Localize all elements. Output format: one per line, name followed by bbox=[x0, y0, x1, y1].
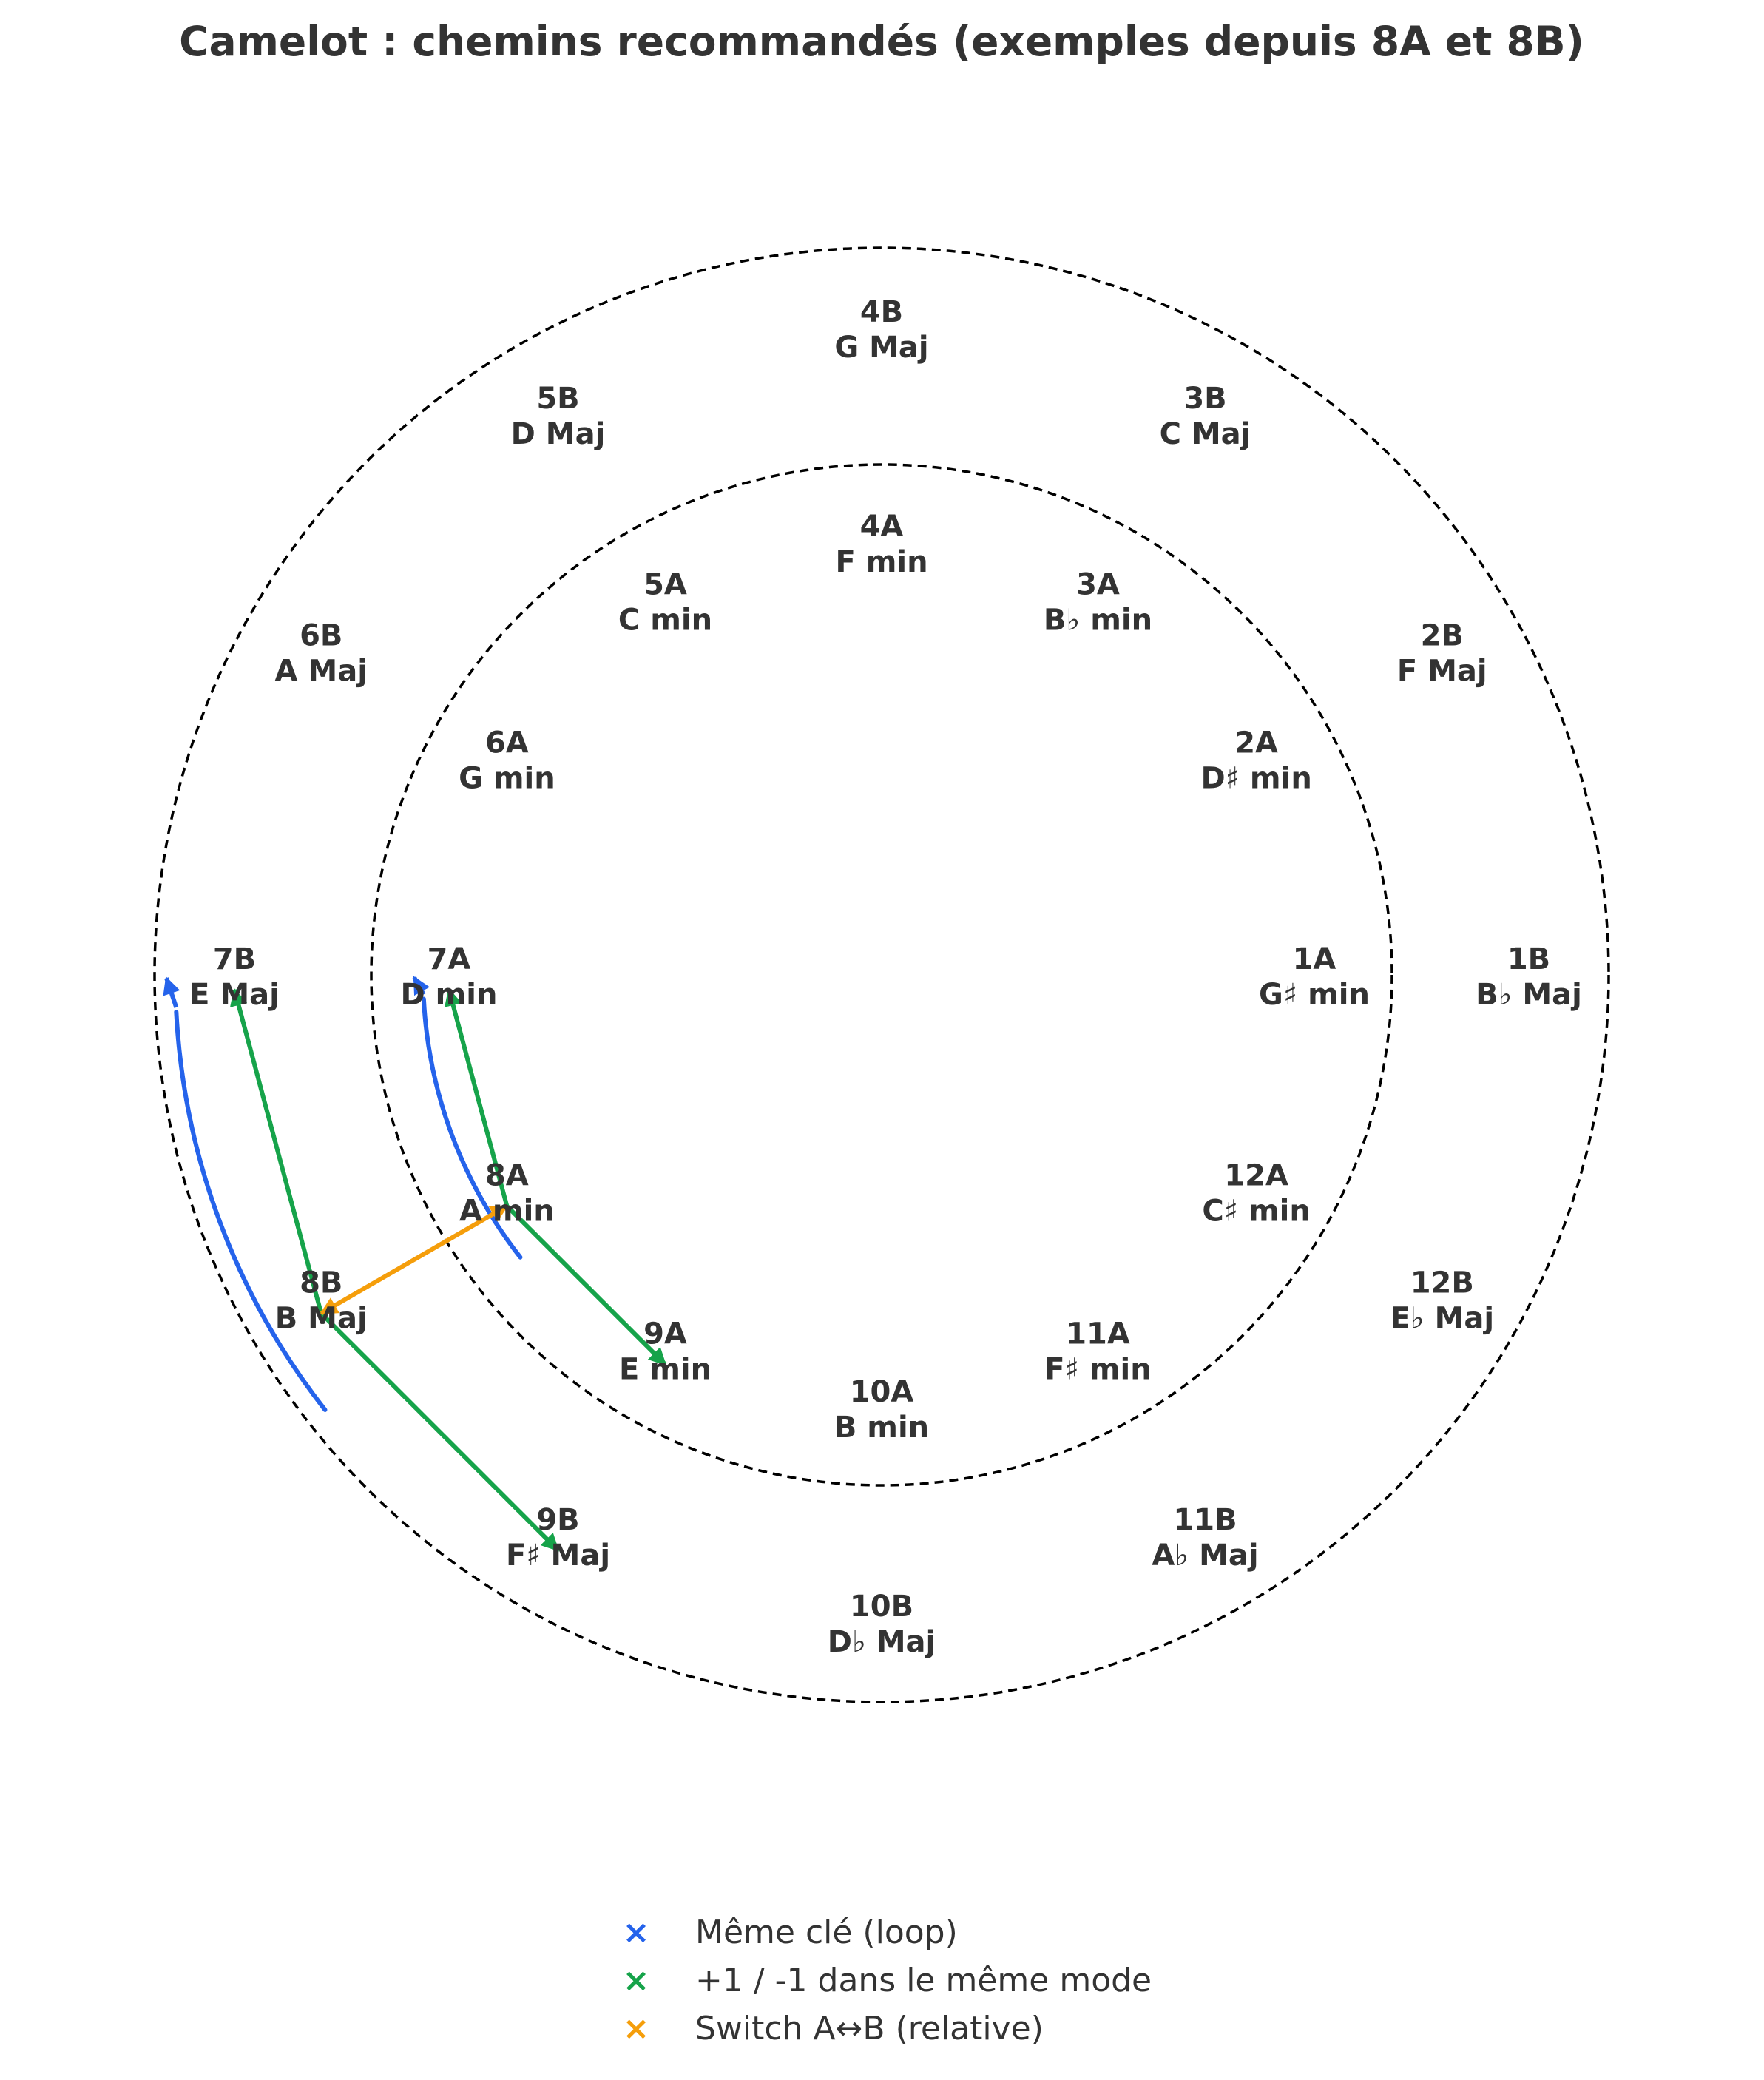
legend-label-loop: Même clé (loop) bbox=[695, 1914, 958, 1951]
key-code: 10A bbox=[849, 1375, 914, 1409]
key-name: D♯ min bbox=[1200, 761, 1312, 796]
key-code: 1A bbox=[1292, 942, 1336, 976]
legend-marker-step: × bbox=[622, 1962, 650, 1999]
key-name: G Maj bbox=[834, 331, 929, 365]
key-name: D♭ Maj bbox=[827, 1625, 936, 1659]
key-1a bbox=[1259, 942, 1370, 1012]
key-code: 9B bbox=[536, 1502, 580, 1537]
key-code: 8B bbox=[300, 1266, 343, 1300]
key-name: E♭ Maj bbox=[1390, 1301, 1495, 1336]
key-code: 3B bbox=[1183, 382, 1227, 416]
transition-loop-8b-8b bbox=[176, 1012, 325, 1410]
legend bbox=[623, 1914, 1152, 2047]
key-code: 12B bbox=[1410, 1266, 1474, 1300]
key-name: D Maj bbox=[510, 417, 606, 452]
key-name: F Maj bbox=[1396, 654, 1487, 689]
key-code: 6A bbox=[484, 726, 529, 760]
legend-marker-loop: × bbox=[622, 1914, 650, 1951]
key-code: 7B bbox=[212, 942, 257, 976]
key-10a bbox=[834, 1375, 929, 1445]
transition-step-8a-9a bbox=[507, 1206, 665, 1365]
key-2a bbox=[1200, 726, 1311, 796]
key-name: B min bbox=[834, 1411, 930, 1445]
key-10b bbox=[828, 1590, 936, 1659]
key-name: A min bbox=[459, 1194, 555, 1229]
key-code: 1B bbox=[1507, 942, 1551, 976]
key-11b bbox=[1152, 1503, 1258, 1573]
key-2b bbox=[1397, 619, 1487, 689]
key-code: 5B bbox=[536, 382, 580, 416]
key-name: D min bbox=[400, 978, 498, 1012]
keys-layer bbox=[189, 295, 1582, 1659]
transition-step-8b-9b bbox=[321, 1314, 558, 1550]
key-8a bbox=[459, 1159, 555, 1229]
key-name: F♯ min bbox=[1044, 1352, 1152, 1387]
key-code: 4B bbox=[859, 295, 904, 329]
key-code: 9A bbox=[643, 1317, 687, 1351]
key-code: 4A bbox=[859, 510, 904, 544]
key-3a bbox=[1044, 567, 1152, 637]
key-name: E Maj bbox=[189, 978, 280, 1012]
key-code: 10B bbox=[849, 1590, 914, 1624]
key-name: C min bbox=[618, 603, 713, 638]
key-name: G min bbox=[459, 761, 555, 796]
legend-label-switch: Switch A↔B (relative) bbox=[695, 2010, 1044, 2047]
key-1b bbox=[1476, 942, 1582, 1012]
key-name: F♯ Maj bbox=[505, 1538, 611, 1573]
outer-ring bbox=[155, 248, 1609, 1702]
key-code: 12A bbox=[1224, 1158, 1288, 1193]
legend-marker-switch: × bbox=[622, 2010, 650, 2047]
key-name: B♭ Maj bbox=[1476, 978, 1582, 1012]
transition-loop-8b-8b-head bbox=[166, 978, 176, 1007]
key-name: B♭ min bbox=[1043, 603, 1153, 638]
transitions-layer bbox=[166, 977, 665, 1550]
key-4a bbox=[835, 510, 927, 579]
legend-label-step: +1 / -1 dans le même mode bbox=[695, 1962, 1152, 1999]
key-code: 2B bbox=[1420, 618, 1464, 653]
key-6a bbox=[459, 726, 555, 796]
key-name: F min bbox=[835, 545, 928, 579]
diagram-title: Camelot : chemins recommandés (exemples depuis 8A et 8B) bbox=[179, 18, 1584, 65]
key-7b bbox=[189, 942, 280, 1012]
inner-ring bbox=[371, 465, 1392, 1485]
key-code: 2A bbox=[1234, 726, 1279, 760]
key-name: A Maj bbox=[274, 654, 368, 689]
key-6b bbox=[275, 619, 368, 689]
key-name: A♭ Maj bbox=[1152, 1538, 1259, 1573]
key-12b bbox=[1390, 1266, 1494, 1336]
key-9a bbox=[619, 1317, 712, 1387]
key-code: 11A bbox=[1066, 1317, 1130, 1351]
key-code: 11B bbox=[1173, 1502, 1237, 1537]
key-name: E min bbox=[618, 1352, 712, 1387]
key-name: C♯ min bbox=[1202, 1194, 1311, 1229]
key-3b bbox=[1160, 382, 1251, 451]
key-11a bbox=[1044, 1317, 1151, 1387]
key-name: G♯ min bbox=[1259, 978, 1370, 1012]
key-5a bbox=[618, 567, 712, 637]
key-5b bbox=[511, 382, 606, 451]
key-code: 6B bbox=[300, 618, 343, 653]
key-code: 3A bbox=[1076, 567, 1120, 602]
key-8b bbox=[275, 1266, 368, 1336]
key-12a bbox=[1202, 1159, 1311, 1229]
key-name: C Maj bbox=[1159, 417, 1251, 452]
key-name: B Maj bbox=[274, 1301, 368, 1336]
key-code: 5A bbox=[643, 567, 687, 602]
transition-step-8b-7b bbox=[234, 990, 321, 1314]
key-code: 7A bbox=[427, 942, 471, 976]
key-code: 8A bbox=[484, 1158, 529, 1193]
key-4b bbox=[834, 295, 928, 365]
